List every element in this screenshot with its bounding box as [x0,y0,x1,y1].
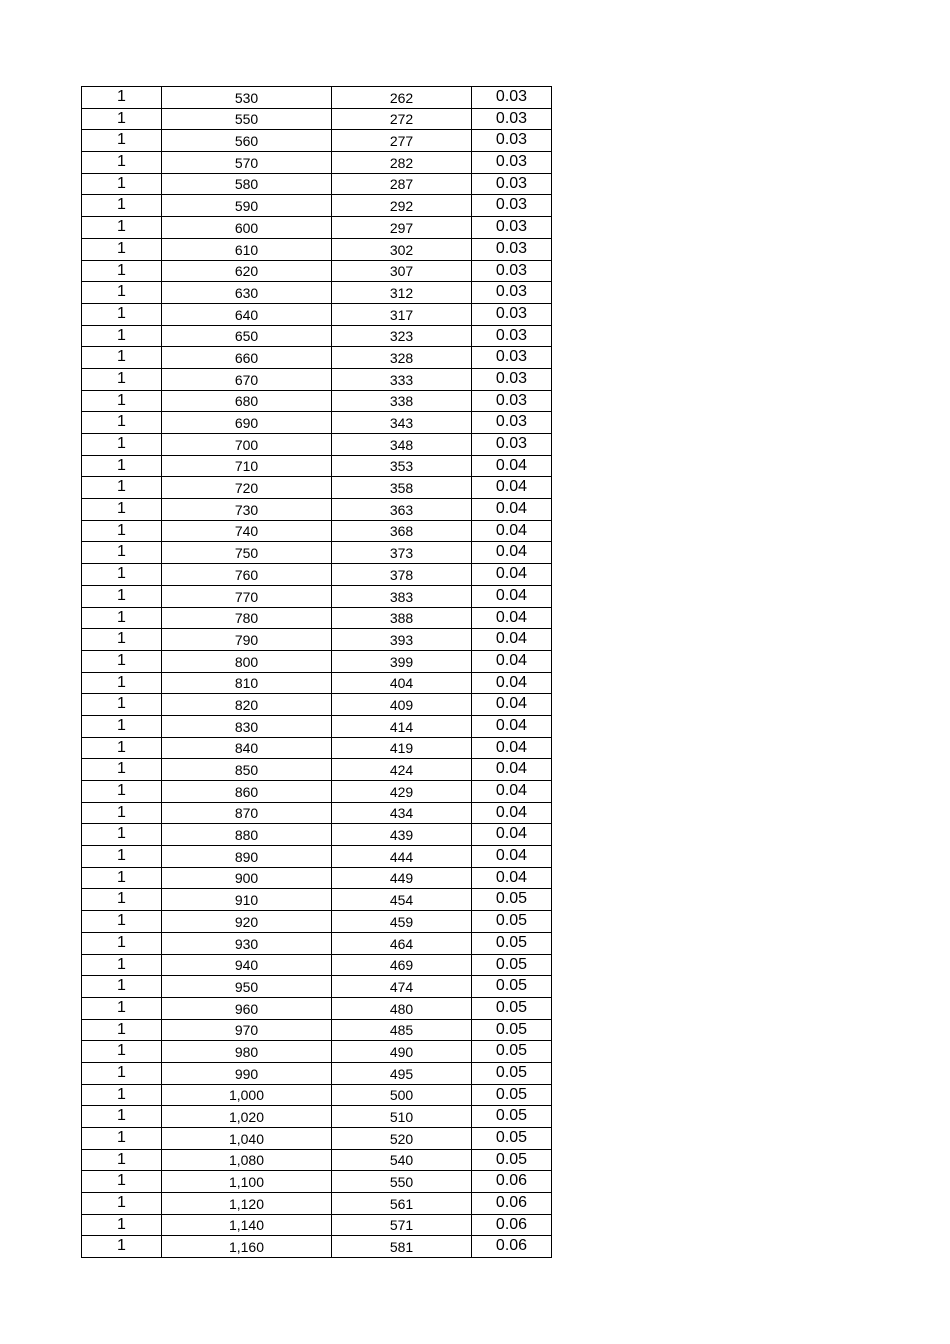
cell-col1: 1 [82,1041,162,1063]
table-row [82,1214,552,1236]
cell-col4: 0.06 [472,1214,552,1236]
cell-col3: 368 [332,520,472,542]
table-row [82,1041,552,1063]
cell-col3: 434 [332,802,472,824]
cell-col1: 1 [82,1193,162,1215]
cell-col1: 1 [82,585,162,607]
table-row [82,629,552,651]
cell-col3: 561 [332,1193,472,1215]
cell-col4: 0.04 [472,802,552,824]
cell-col4: 0.03 [472,130,552,152]
cell-col2: 1,120 [162,1193,332,1215]
table-row [82,694,552,716]
cell-col2: 830 [162,715,332,737]
cell-col2: 680 [162,390,332,412]
cell-col4: 0.05 [472,1019,552,1041]
cell-col2: 530 [162,87,332,109]
cell-col2: 740 [162,520,332,542]
cell-col4: 0.05 [472,1041,552,1063]
cell-col2: 760 [162,564,332,586]
cell-col3: 474 [332,976,472,998]
cell-col3: 469 [332,954,472,976]
table-row [82,108,552,130]
table-row [82,564,552,586]
cell-col3: 485 [332,1019,472,1041]
cell-col3: 378 [332,564,472,586]
cell-col3: 414 [332,715,472,737]
table-row [82,412,552,434]
cell-col3: 424 [332,759,472,781]
cell-col1: 1 [82,976,162,998]
cell-col4: 0.03 [472,152,552,174]
cell-col3: 571 [332,1214,472,1236]
cell-col4: 0.05 [472,911,552,933]
cell-col1: 1 [82,325,162,347]
table-row [82,477,552,499]
cell-col3: 297 [332,217,472,239]
table-row [82,325,552,347]
cell-col1: 1 [82,781,162,803]
table-row [82,1171,552,1193]
cell-col3: 540 [332,1149,472,1171]
cell-col4: 0.04 [472,607,552,629]
cell-col1: 1 [82,759,162,781]
cell-col1: 1 [82,846,162,868]
data-table [81,86,552,1258]
cell-col4: 0.05 [472,1149,552,1171]
table-row [82,130,552,152]
cell-col1: 1 [82,130,162,152]
cell-col2: 990 [162,1062,332,1084]
table-row [82,1084,552,1106]
cell-col4: 0.03 [472,260,552,282]
cell-col4: 0.03 [472,325,552,347]
cell-col4: 0.04 [472,499,552,521]
cell-col2: 570 [162,152,332,174]
cell-col3: 358 [332,477,472,499]
cell-col1: 1 [82,282,162,304]
cell-col2: 770 [162,585,332,607]
table-row [82,911,552,933]
cell-col3: 429 [332,781,472,803]
cell-col1: 1 [82,564,162,586]
cell-col1: 1 [82,173,162,195]
table-row [82,217,552,239]
cell-col2: 890 [162,846,332,868]
cell-col4: 0.03 [472,390,552,412]
cell-col4: 0.05 [472,954,552,976]
cell-col4: 0.03 [472,412,552,434]
cell-col3: 454 [332,889,472,911]
cell-col4: 0.03 [472,217,552,239]
cell-col3: 373 [332,542,472,564]
cell-col4: 0.03 [472,368,552,390]
cell-col3: 317 [332,303,472,325]
cell-col1: 1 [82,412,162,434]
cell-col2: 1,160 [162,1236,332,1258]
table-row [82,585,552,607]
cell-col4: 0.04 [472,737,552,759]
table-row [82,867,552,889]
cell-col4: 0.05 [472,976,552,998]
cell-col3: 363 [332,499,472,521]
table-row [82,87,552,109]
cell-col1: 1 [82,1214,162,1236]
cell-col4: 0.03 [472,238,552,260]
cell-col4: 0.03 [472,87,552,109]
table-row [82,1062,552,1084]
cell-col3: 444 [332,846,472,868]
cell-col2: 650 [162,325,332,347]
cell-col4: 0.04 [472,759,552,781]
cell-col3: 328 [332,347,472,369]
cell-col2: 870 [162,802,332,824]
table-row [82,390,552,412]
cell-col2: 880 [162,824,332,846]
cell-col3: 393 [332,629,472,651]
cell-col3: 388 [332,607,472,629]
table-row [82,846,552,868]
cell-col3: 272 [332,108,472,130]
cell-col1: 1 [82,390,162,412]
cell-col4: 0.03 [472,282,552,304]
table-row [82,173,552,195]
table-row [82,347,552,369]
cell-col4: 0.03 [472,173,552,195]
cell-col4: 0.04 [472,477,552,499]
cell-col4: 0.03 [472,434,552,456]
cell-col3: 262 [332,87,472,109]
cell-col1: 1 [82,1149,162,1171]
cell-col3: 409 [332,694,472,716]
cell-col1: 1 [82,694,162,716]
cell-col3: 343 [332,412,472,434]
cell-col4: 0.04 [472,650,552,672]
cell-col4: 0.04 [472,781,552,803]
cell-col1: 1 [82,238,162,260]
cell-col2: 820 [162,694,332,716]
cell-col3: 495 [332,1062,472,1084]
cell-col2: 550 [162,108,332,130]
cell-col1: 1 [82,520,162,542]
cell-col1: 1 [82,1236,162,1258]
cell-col1: 1 [82,87,162,109]
table-row [82,303,552,325]
cell-col2: 620 [162,260,332,282]
cell-col2: 710 [162,455,332,477]
cell-col2: 580 [162,173,332,195]
cell-col1: 1 [82,455,162,477]
cell-col2: 640 [162,303,332,325]
cell-col4: 0.06 [472,1193,552,1215]
cell-col2: 980 [162,1041,332,1063]
cell-col4: 0.05 [472,932,552,954]
cell-col3: 439 [332,824,472,846]
cell-col1: 1 [82,997,162,1019]
cell-col3: 581 [332,1236,472,1258]
cell-col3: 282 [332,152,472,174]
cell-col1: 1 [82,477,162,499]
cell-col1: 1 [82,650,162,672]
cell-col2: 900 [162,867,332,889]
cell-col1: 1 [82,1019,162,1041]
cell-col2: 610 [162,238,332,260]
cell-col3: 312 [332,282,472,304]
cell-col4: 0.04 [472,520,552,542]
cell-col1: 1 [82,932,162,954]
cell-col2: 780 [162,607,332,629]
cell-col4: 0.04 [472,585,552,607]
table-row [82,1193,552,1215]
cell-col1: 1 [82,672,162,694]
table-row [82,152,552,174]
cell-col1: 1 [82,1106,162,1128]
table-row [82,434,552,456]
cell-col4: 0.04 [472,629,552,651]
cell-col1: 1 [82,152,162,174]
cell-col4: 0.04 [472,824,552,846]
cell-col1: 1 [82,715,162,737]
table-row [82,520,552,542]
cell-col1: 1 [82,867,162,889]
cell-col2: 1,140 [162,1214,332,1236]
cell-col2: 930 [162,932,332,954]
cell-col2: 1,040 [162,1128,332,1150]
cell-col1: 1 [82,911,162,933]
cell-col3: 292 [332,195,472,217]
table-row [82,607,552,629]
cell-col2: 660 [162,347,332,369]
cell-col1: 1 [82,499,162,521]
cell-col2: 860 [162,781,332,803]
cell-col3: 399 [332,650,472,672]
cell-col4: 0.03 [472,347,552,369]
cell-col3: 500 [332,1084,472,1106]
cell-col4: 0.04 [472,564,552,586]
cell-col4: 0.05 [472,1128,552,1150]
table-row [82,672,552,694]
cell-col2: 1,080 [162,1149,332,1171]
table-body [82,87,552,1258]
cell-col2: 630 [162,282,332,304]
cell-col3: 419 [332,737,472,759]
cell-col2: 810 [162,672,332,694]
cell-col3: 464 [332,932,472,954]
cell-col1: 1 [82,368,162,390]
cell-col2: 1,020 [162,1106,332,1128]
cell-col2: 950 [162,976,332,998]
cell-col2: 720 [162,477,332,499]
cell-col3: 353 [332,455,472,477]
cell-col4: 0.03 [472,108,552,130]
table-row [82,715,552,737]
cell-col3: 404 [332,672,472,694]
table-row [82,282,552,304]
cell-col1: 1 [82,542,162,564]
cell-col3: 490 [332,1041,472,1063]
cell-col4: 0.04 [472,694,552,716]
cell-col1: 1 [82,195,162,217]
cell-col1: 1 [82,217,162,239]
cell-col1: 1 [82,629,162,651]
cell-col3: 480 [332,997,472,1019]
cell-col3: 302 [332,238,472,260]
table-row [82,260,552,282]
cell-col2: 850 [162,759,332,781]
table-row [82,802,552,824]
cell-col2: 940 [162,954,332,976]
cell-col2: 920 [162,911,332,933]
cell-col2: 1,100 [162,1171,332,1193]
cell-col4: 0.03 [472,303,552,325]
table-row [82,1106,552,1128]
cell-col2: 690 [162,412,332,434]
table-row [82,542,552,564]
table-row [82,889,552,911]
cell-col4: 0.05 [472,889,552,911]
table-row [82,1236,552,1258]
table-row [82,195,552,217]
cell-col1: 1 [82,824,162,846]
table-row [82,368,552,390]
cell-col1: 1 [82,303,162,325]
table-row [82,759,552,781]
cell-col2: 840 [162,737,332,759]
cell-col2: 730 [162,499,332,521]
cell-col2: 970 [162,1019,332,1041]
cell-col3: 348 [332,434,472,456]
cell-col1: 1 [82,737,162,759]
cell-col1: 1 [82,954,162,976]
cell-col1: 1 [82,1171,162,1193]
cell-col1: 1 [82,802,162,824]
cell-col2: 790 [162,629,332,651]
cell-col4: 0.05 [472,1062,552,1084]
table-row [82,954,552,976]
table-row [82,824,552,846]
table-row [82,455,552,477]
cell-col2: 670 [162,368,332,390]
cell-col3: 277 [332,130,472,152]
cell-col2: 750 [162,542,332,564]
table-row [82,650,552,672]
cell-col4: 0.04 [472,867,552,889]
cell-col3: 323 [332,325,472,347]
cell-col3: 333 [332,368,472,390]
cell-col4: 0.06 [472,1236,552,1258]
cell-col1: 1 [82,260,162,282]
cell-col3: 510 [332,1106,472,1128]
cell-col2: 700 [162,434,332,456]
cell-col4: 0.04 [472,672,552,694]
cell-col4: 0.06 [472,1171,552,1193]
cell-col1: 1 [82,607,162,629]
cell-col2: 600 [162,217,332,239]
cell-col1: 1 [82,108,162,130]
table-row [82,499,552,521]
cell-col4: 0.04 [472,455,552,477]
table-row [82,932,552,954]
cell-col1: 1 [82,1084,162,1106]
cell-col3: 459 [332,911,472,933]
cell-col3: 307 [332,260,472,282]
cell-col2: 960 [162,997,332,1019]
table-row [82,1128,552,1150]
cell-col4: 0.04 [472,715,552,737]
cell-col1: 1 [82,1128,162,1150]
cell-col4: 0.04 [472,542,552,564]
cell-col3: 338 [332,390,472,412]
cell-col4: 0.05 [472,1106,552,1128]
cell-col3: 550 [332,1171,472,1193]
cell-col1: 1 [82,347,162,369]
table-row [82,737,552,759]
table-row [82,238,552,260]
cell-col2: 910 [162,889,332,911]
cell-col2: 1,000 [162,1084,332,1106]
table-row [82,1149,552,1171]
table-row [82,997,552,1019]
cell-col1: 1 [82,434,162,456]
cell-col2: 800 [162,650,332,672]
cell-col2: 590 [162,195,332,217]
cell-col3: 520 [332,1128,472,1150]
cell-col3: 383 [332,585,472,607]
cell-col2: 560 [162,130,332,152]
cell-col3: 287 [332,173,472,195]
cell-col4: 0.03 [472,195,552,217]
cell-col4: 0.04 [472,846,552,868]
cell-col1: 1 [82,889,162,911]
cell-col4: 0.05 [472,997,552,1019]
cell-col4: 0.05 [472,1084,552,1106]
cell-col3: 449 [332,867,472,889]
table-row [82,781,552,803]
cell-col1: 1 [82,1062,162,1084]
table-row [82,1019,552,1041]
table-row [82,976,552,998]
